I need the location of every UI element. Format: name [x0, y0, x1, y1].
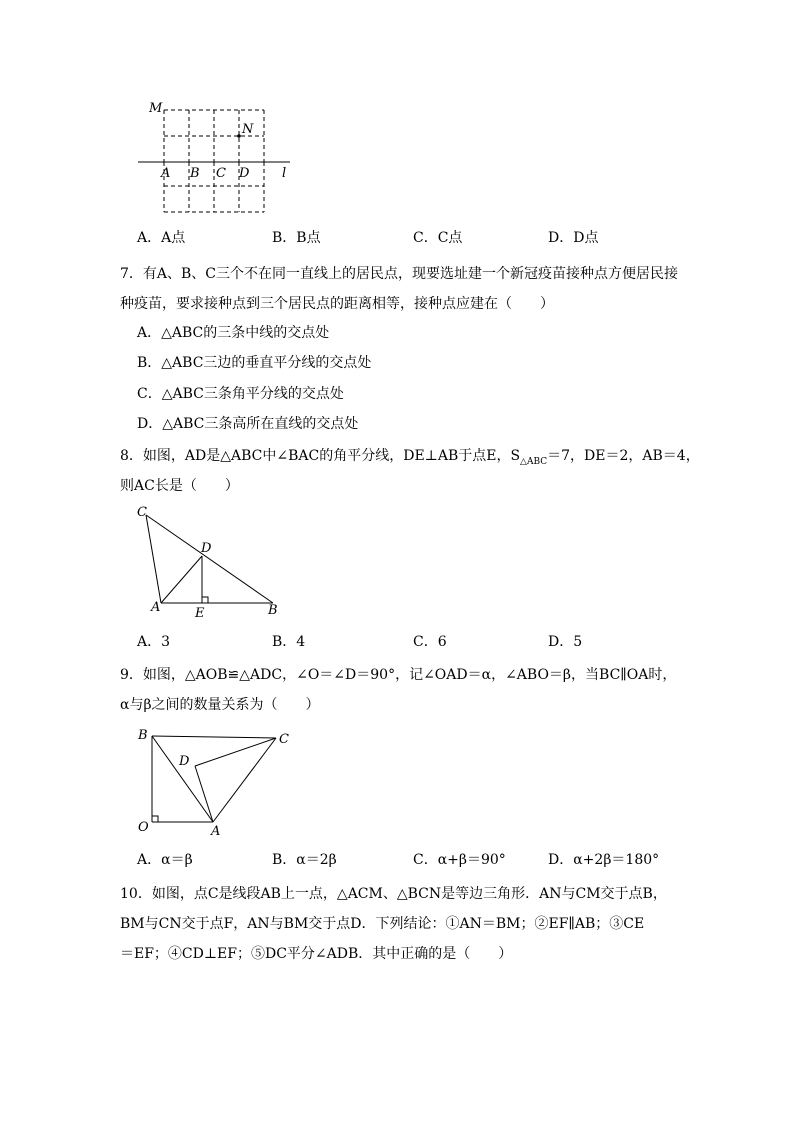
q10-stem-line3: ＝EF；④CD⊥EF；⑤DC平分∠ADB．其中正确的是（ ）: [120, 946, 513, 962]
label-A: A: [161, 166, 171, 181]
label-A: A: [151, 600, 161, 615]
q6-option-d: D．D点: [548, 230, 599, 246]
q6-option-b: B．B点: [272, 230, 321, 246]
q9-option-c: C．α+β＝90°: [413, 852, 506, 868]
label-B: B: [190, 166, 200, 181]
q6-option-a: A．A点: [137, 230, 186, 246]
q6-option-c: C．C点: [413, 230, 463, 246]
label-D: D: [239, 166, 250, 181]
q8-area-subscript: △ABC: [520, 456, 548, 467]
q7-stem-line2: 种疫苗，要求接种点到三个居民点的距离相等，接种点应建在（ ）: [120, 296, 554, 312]
label-E: E: [195, 606, 205, 621]
q8-option-c: C．6: [413, 634, 447, 650]
q9-option-d: D．α+2β＝180°: [548, 852, 660, 868]
q8-option-b: B．4: [272, 634, 306, 650]
q9-stem-line1: 9．如图，△AOB≌△ADC，∠O＝∠D＝90°，记∠OAD＝α，∠ABO＝β，当BC∥OA时，: [120, 667, 677, 683]
label-C: C: [216, 166, 226, 181]
q7-option-c: C．△ABC三条角平分线的交点处: [137, 386, 344, 402]
q9-option-a: A．α＝β: [137, 852, 193, 868]
label-A: A: [211, 824, 221, 839]
label-l: l: [282, 166, 287, 181]
grid-figure-q6: [135, 95, 305, 220]
q7-option-d: D．△ABC三条高所在直线的交点处: [137, 416, 359, 432]
q8-stem-part-a: 8．如图，AD是△ABC中∠BAC的角平分线，DE⊥AB于点E，S: [120, 448, 521, 464]
q8-stem-part-b: ＝7，DE＝2，AB＝4，: [547, 448, 700, 464]
q7-option-a: A．△ABC的三条中线的交点处: [137, 325, 330, 341]
q8-option-a: A．3: [137, 634, 171, 650]
label-B: B: [268, 603, 278, 618]
label-D: D: [179, 754, 190, 769]
q8-stem-line2: 则AC长是（ ）: [120, 478, 239, 494]
q10-stem-line1: 10．如图，点C是线段AB上一点，△ACM、△BCN是等边三角形．AN与CM交于点B，: [120, 886, 667, 902]
q7-stem-line1: 7．有A、B、C三个不在同一直线上的居民点，现要选址建一个新冠疫苗接种点方便居民接: [120, 266, 679, 282]
label-C: C: [279, 732, 289, 747]
label-C: C: [137, 505, 147, 520]
q9-stem-line2: α与β之间的数量关系为（ ）: [120, 697, 320, 713]
triangle-figure-q9: [133, 722, 303, 840]
q7-option-b: B．△ABC三边的垂直平分线的交点处: [137, 355, 372, 371]
label-D: D: [201, 541, 212, 556]
q9-option-b: B．α＝2β: [272, 852, 337, 868]
label-B: B: [138, 728, 148, 743]
label-O: O: [138, 820, 149, 835]
label-M: M: [149, 101, 163, 116]
q8-stem-line1: [120, 446, 700, 472]
label-N: N: [242, 122, 254, 137]
triangle-figure-q8: [133, 500, 293, 625]
q8-option-d: D．5: [548, 634, 583, 650]
q10-stem-line2: BM与CN交于点F，AN与BM交于点D．下列结论：①AN＝BM；②EF∥AB；③CE: [120, 916, 645, 932]
